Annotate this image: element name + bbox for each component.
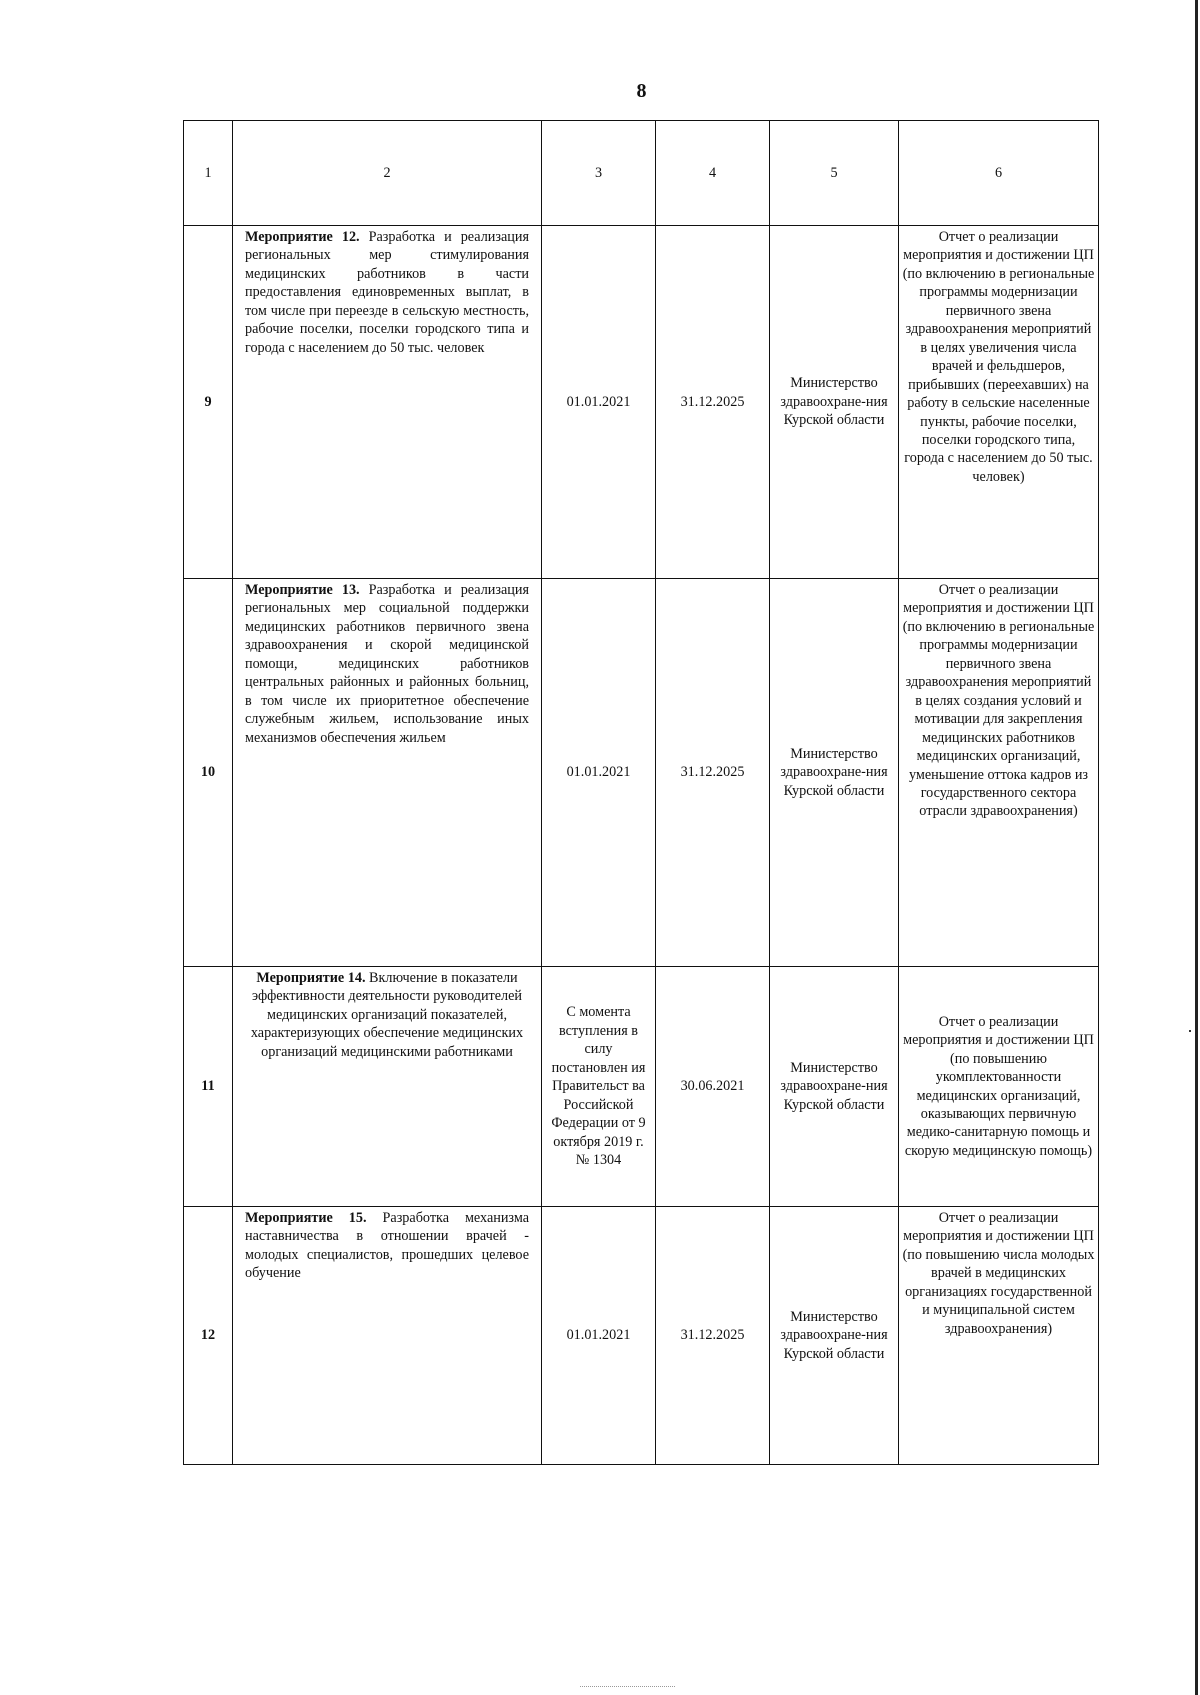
measure-title: Мероприятие 15. [245,1210,367,1226]
measure-title: Мероприятие 12. [245,229,360,245]
table-row [184,579,1099,967]
measure-text: Разработка и реализация региональных мер социальной поддержки медицинских работников первичного звена здравоохранения и скорой медицинской помощи, медицинских работников центральных районных и районных больниц, в том числе их приоритетное обеспечение служебным жильем, использование иных механизмов обеспечения жильем [245,582,529,746]
header-cell-5: 5 [770,121,899,226]
header-cell-1: 1 [184,121,233,226]
measure-text: Разработка и реализация региональных мер стимулирования медицинских работников в части предоставления единовременных выплат, в том числе при переезде в сельскую местность, рабочие поселки, поселки городского типа и города с населением до 50 тыс. человек [245,229,529,356]
measures-table [183,120,1099,1465]
start-date: С момента вступления в силу постановлен ия Правительст ва Российской Федерации от 9 октября 2019 г. № 1304 [542,967,656,1207]
expected-result: Отчет о реализации мероприятия и достижении ЦП (по повышению числа молодых врачей в медицинских организациях государственной и муниципальной систем здравоохранения) [899,1207,1099,1465]
table-row [184,1207,1099,1465]
header-cell-4: 4 [656,121,770,226]
end-date: 30.06.2021 [656,967,770,1207]
header-cell-2: 2 [233,121,542,226]
measure-text: Разработка механизма наставничества в отношении врачей - молодых специалистов, прошедших целевое обучение [245,1210,530,1282]
responsible-executor: Министерство здравоохране-ния Курской области [770,1207,899,1465]
expected-result: Отчет о реализации мероприятия и достижении ЦП (по включению в региональные программы модернизации первичного звена здравоохранения мероприятий в целях увеличения числа врачей и фельдшеров, прибывших (переехавших) на работу в сельские населенные пункты, рабочие поселки, поселки городского типа, города с населением до 50 тыс. человек) [899,226,1099,579]
scan-speck [1189,1030,1191,1032]
table-row [184,226,1099,579]
row-number: 9 [184,226,233,579]
measure-title: Мероприятие 13. [245,582,360,598]
start-date: 01.01.2021 [542,579,656,967]
measure-description [233,1207,542,1465]
scan-bottom-mark [580,1686,675,1688]
end-date: 31.12.2025 [656,579,770,967]
start-date: 01.01.2021 [542,1207,656,1465]
responsible-executor: Министерство здравоохране-ния Курской области [770,967,899,1207]
scan-edge-line [1195,0,1198,1695]
measure-description [233,579,542,967]
responsible-executor: Министерство здравоохране-ния Курской области [770,579,899,967]
row-number: 10 [184,579,233,967]
expected-result: Отчет о реализации мероприятия и достижении ЦП (по включению в региональные программы модернизации первичного звена здравоохранения мероприятий в целях создания условий и мотивации для закрепления медицинских работников медицинских организаций, уменьшение оттока кадров из государственного сектора отрасли здравоохранения) [899,579,1099,967]
page-number: 8 [636,80,647,102]
row-number: 11 [184,967,233,1207]
measure-description [233,967,542,1207]
responsible-executor: Министерство здравоохране-ния Курской области [770,226,899,579]
measure-description [233,226,542,579]
row-number: 12 [184,1207,233,1465]
start-date: 01.01.2021 [542,226,656,579]
table-header-row [184,121,1099,226]
measure-title: Мероприятие 14. [256,970,366,986]
header-cell-6: 6 [899,121,1099,226]
table-row [184,967,1099,1207]
end-date: 31.12.2025 [656,1207,770,1465]
header-cell-3: 3 [542,121,656,226]
end-date: 31.12.2025 [656,226,770,579]
measure-text: Включение в показатели эффективности деятельности руководителей медицинских организаций показателей, характеризующих обеспечение медицинских организаций медицинскими работниками [250,970,524,1060]
expected-result: Отчет о реализации мероприятия и достижении ЦП (по повышению укомплектованности медицинских организаций, оказывающих первичную медико-санитарную помощь и скорую медицинскую помощь) [899,967,1099,1207]
